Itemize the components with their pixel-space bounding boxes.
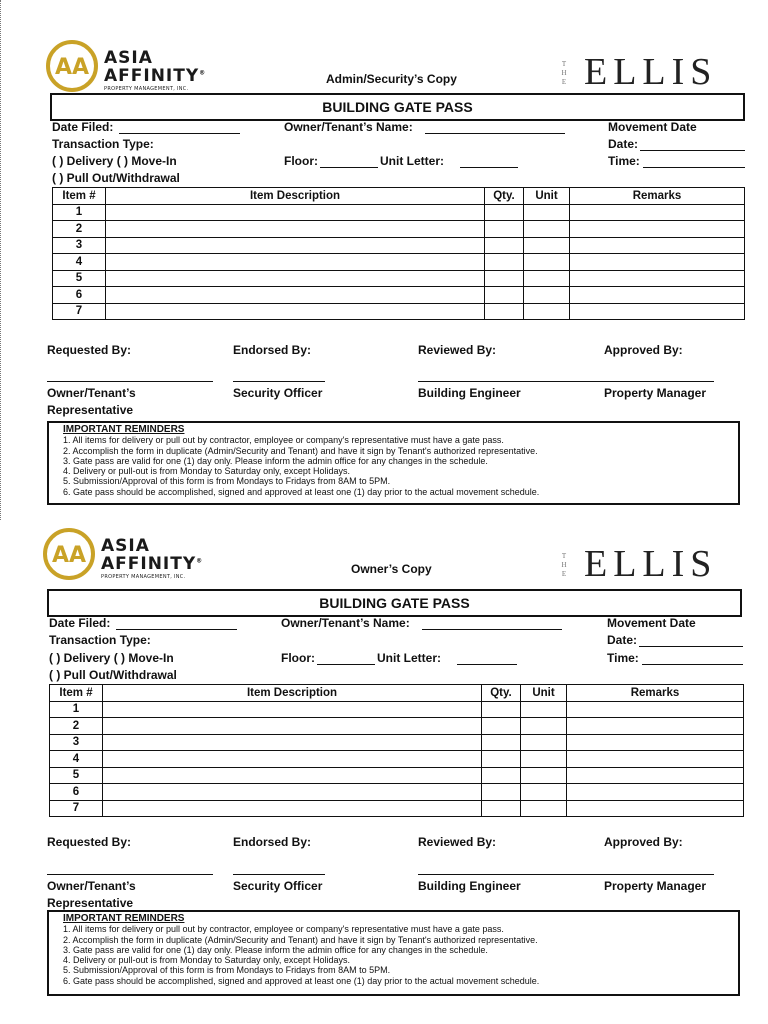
endorsed-by-label: Endorsed By: [233, 343, 312, 357]
row-number: 1 [53, 204, 106, 221]
logo-line-1: ASIA [104, 48, 153, 68]
col-item-description: Item Description [103, 685, 482, 702]
copy-label: Admin/Security’s Copy [326, 72, 457, 86]
remarks-cell[interactable] [567, 701, 744, 718]
unit-cell[interactable] [524, 270, 570, 287]
remarks-cell[interactable] [567, 767, 744, 784]
owner-rep-signature-line[interactable] [47, 874, 213, 875]
engineer-manager-signature-line[interactable] [418, 381, 714, 382]
ellis-logo: ELLIS [584, 51, 718, 93]
engineer-manager-signature-line[interactable] [418, 874, 714, 875]
movement-date-label: Movement Date [607, 616, 696, 630]
ellis-the: T H E [561, 60, 567, 86]
date-filed-field[interactable] [116, 629, 237, 630]
reminder-item: 4. Delivery or pull-out is from Monday to Saturday only, except Holidays. [63, 955, 350, 966]
item-description-cell[interactable] [106, 303, 485, 320]
table-row [53, 287, 745, 304]
remarks-cell[interactable] [570, 270, 745, 287]
reminder-item: 5. Submission/Approval of this form is from Mondays to Fridays from 8AM to 5PM. [63, 965, 391, 976]
qty-cell[interactable] [485, 204, 524, 221]
row-number: 5 [53, 270, 106, 287]
qty-cell[interactable] [482, 751, 521, 768]
qty-cell[interactable] [482, 718, 521, 735]
unit-cell[interactable] [521, 751, 567, 768]
item-description-cell[interactable] [106, 237, 485, 254]
date-filed-label: Date Filed: [52, 120, 114, 134]
item-description-cell[interactable] [106, 254, 485, 271]
unit-cell[interactable] [521, 718, 567, 735]
reminder-item: 5. Submission/Approval of this form is from Mondays to Fridays from 8AM to 5PM. [63, 476, 391, 487]
owner-name-label: Owner/Tenant’s Name: [281, 616, 410, 630]
reminder-item: 6. Gate pass should be accomplished, signed and approved at least one (1) day prior to the actual movement schedule. [63, 486, 540, 497]
floor-label: Floor: [281, 651, 315, 665]
col-remarks: Remarks [567, 685, 744, 702]
item-description-cell[interactable] [103, 800, 482, 817]
security-signature-line[interactable] [233, 381, 325, 382]
logo-sub: PROPERTY MANAGEMENT, INC. [104, 86, 189, 92]
col-unit: Unit [524, 188, 570, 205]
item-description-cell[interactable] [103, 767, 482, 784]
unit-cell[interactable] [524, 254, 570, 271]
reviewed-by-label: Reviewed By: [418, 343, 497, 357]
unit-cell[interactable] [524, 204, 570, 221]
remarks-cell[interactable] [567, 784, 744, 801]
pullout-option[interactable]: ( ) Pull Out/Withdrawal [49, 668, 177, 682]
col-unit: Unit [521, 685, 567, 702]
item-description-cell[interactable] [103, 784, 482, 801]
unit-letter-field[interactable] [457, 664, 517, 665]
row-number: 6 [53, 287, 106, 304]
owner-name-label: Owner/Tenant’s Name: [284, 120, 413, 134]
row-number: 4 [53, 254, 106, 271]
aa-logo-icon [46, 40, 102, 96]
row-number: 1 [50, 701, 103, 718]
form-title: BUILDING GATE PASS [50, 93, 745, 121]
security-officer-label: Security Officer [233, 879, 323, 893]
owner-name-field[interactable] [425, 133, 565, 134]
remarks-cell[interactable] [570, 237, 745, 254]
remarks-cell[interactable] [567, 800, 744, 817]
table-row [50, 718, 744, 735]
unit-cell[interactable] [524, 221, 570, 238]
item-description-cell[interactable] [106, 270, 485, 287]
qty-cell[interactable] [485, 287, 524, 304]
qty-cell[interactable] [485, 303, 524, 320]
cut-line [0, 0, 1, 520]
owner-rep-signature-line[interactable] [47, 381, 213, 382]
floor-field[interactable] [317, 664, 375, 665]
property-manager-label: Property Manager [604, 386, 707, 400]
item-description-cell[interactable] [106, 287, 485, 304]
transaction-type-label: Transaction Type: [52, 137, 154, 151]
row-number: 7 [50, 800, 103, 817]
copy-label: Owner’s Copy [351, 562, 432, 576]
unit-cell[interactable] [521, 800, 567, 817]
row-number: 3 [53, 237, 106, 254]
unit-cell[interactable] [524, 237, 570, 254]
logo-line-1: ASIA [101, 536, 150, 556]
owner-name-field[interactable] [422, 629, 562, 630]
unit-cell[interactable] [521, 734, 567, 751]
transaction-type-label: Transaction Type: [49, 633, 151, 647]
approved-by-label: Approved By: [604, 343, 683, 357]
reminder-item: 3. Gate pass are valid for one (1) day only. Please inform the admin office for any changes in the schedule. [63, 944, 488, 955]
table-row [50, 734, 744, 751]
row-number: 3 [50, 734, 103, 751]
reminders-title: IMPORTANT REMINDERS [63, 913, 185, 924]
unit-cell[interactable] [524, 287, 570, 304]
movement-date-label: Movement Date [608, 120, 697, 134]
col-qty: Qty. [485, 188, 524, 205]
item-description-cell[interactable] [106, 204, 485, 221]
important-reminders-box [47, 910, 740, 996]
requested-by-label: Requested By: [47, 835, 132, 849]
unit-cell[interactable] [524, 303, 570, 320]
requested-by-label: Requested By: [47, 343, 132, 357]
item-description-cell[interactable] [103, 701, 482, 718]
date-label: Date: [607, 633, 638, 647]
logo-line-2: AFFINITY® [104, 66, 207, 86]
security-signature-line[interactable] [233, 874, 325, 875]
reminder-item: 3. Gate pass are valid for one (1) day only. Please inform the admin office for any changes in the schedule. [63, 455, 488, 466]
reminder-item: 1. All items for delivery or pull out by contractor, employee or company's representative must have a gate pass. [63, 924, 504, 935]
item-description-cell[interactable] [106, 221, 485, 238]
items-table [49, 684, 744, 817]
table-row [53, 204, 745, 221]
reminder-item: 6. Gate pass should be accomplished, signed and approved at least one (1) day prior to the actual movement schedule. [63, 975, 540, 986]
remarks-cell[interactable] [570, 254, 745, 271]
logo-line-2: AFFINITY® [101, 554, 204, 574]
floor-field[interactable] [320, 167, 378, 168]
col-item-num: Item # [50, 685, 103, 702]
building-engineer-label: Building Engineer [418, 879, 521, 893]
col-remarks: Remarks [570, 188, 745, 205]
remarks-cell[interactable] [567, 751, 744, 768]
item-description-cell[interactable] [103, 751, 482, 768]
item-description-cell[interactable] [103, 734, 482, 751]
col-item-num: Item # [53, 188, 106, 205]
delivery-movein-option[interactable]: ( ) Delivery ( ) Move-In [52, 154, 177, 168]
row-number: 2 [53, 221, 106, 238]
svg-text:AA: AA [54, 55, 90, 80]
logo-sub: PROPERTY MANAGEMENT, INC. [101, 574, 186, 580]
table-header-row [50, 685, 744, 702]
col-item-description: Item Description [106, 188, 485, 205]
svg-text:AA: AA [51, 543, 87, 568]
date-filed-field[interactable] [119, 133, 240, 134]
qty-cell[interactable] [482, 767, 521, 784]
unit-cell[interactable] [521, 701, 567, 718]
unit-cell[interactable] [521, 784, 567, 801]
table-row [50, 767, 744, 784]
qty-cell[interactable] [482, 800, 521, 817]
security-officer-label: Security Officer [233, 386, 323, 400]
table-row [50, 784, 744, 801]
unit-letter-label: Unit Letter: [377, 651, 441, 665]
qty-cell[interactable] [485, 254, 524, 271]
qty-cell[interactable] [482, 701, 521, 718]
reminders-title: IMPORTANT REMINDERS [63, 424, 185, 435]
time-field[interactable] [643, 167, 745, 168]
date-label: Date: [608, 137, 639, 151]
qty-cell[interactable] [485, 221, 524, 238]
time-label: Time: [608, 154, 640, 168]
remarks-cell[interactable] [570, 287, 745, 304]
delivery-movein-option[interactable]: ( ) Delivery ( ) Move-In [49, 651, 174, 665]
date-field[interactable] [640, 150, 745, 151]
remarks-cell[interactable] [570, 221, 745, 238]
unit-letter-label: Unit Letter: [380, 154, 444, 168]
aa-logo-icon [43, 528, 99, 584]
endorsed-by-label: Endorsed By: [233, 835, 312, 849]
items-table [52, 187, 745, 320]
remarks-cell[interactable] [567, 734, 744, 751]
form-title: BUILDING GATE PASS [47, 589, 742, 617]
table-row [53, 270, 745, 287]
qty-cell[interactable] [485, 270, 524, 287]
owner-rep-line1: Owner/Tenant’s [47, 386, 136, 400]
table-row [50, 701, 744, 718]
time-label: Time: [607, 651, 639, 665]
ellis-logo: ELLIS [584, 543, 718, 585]
reviewed-by-label: Reviewed By: [418, 835, 497, 849]
table-row [53, 237, 745, 254]
reminder-item: 1. All items for delivery or pull out by contractor, employee or company's representative must have a gate pass. [63, 435, 504, 446]
owner-rep-line1: Owner/Tenant’s [47, 879, 136, 893]
owner-rep-line2: Representative [47, 403, 134, 417]
asia-affinity-logo [46, 40, 216, 96]
floor-label: Floor: [284, 154, 318, 168]
important-reminders-box [47, 421, 740, 505]
table-row [53, 221, 745, 238]
table-row [53, 254, 745, 271]
table-row [50, 800, 744, 817]
date-filed-label: Date Filed: [49, 616, 111, 630]
reminder-item: 4. Delivery or pull-out is from Monday to Saturday only, except Holidays. [63, 466, 350, 477]
pullout-option[interactable]: ( ) Pull Out/Withdrawal [52, 171, 180, 185]
qty-cell[interactable] [485, 237, 524, 254]
unit-letter-field[interactable] [460, 167, 518, 168]
date-field[interactable] [639, 646, 743, 647]
item-description-cell[interactable] [103, 718, 482, 735]
col-qty: Qty. [482, 685, 521, 702]
remarks-cell[interactable] [570, 303, 745, 320]
qty-cell[interactable] [482, 734, 521, 751]
row-number: 2 [50, 718, 103, 735]
remarks-cell[interactable] [570, 204, 745, 221]
owner-rep-line2: Representative [47, 896, 134, 910]
table-row [50, 751, 744, 768]
row-number: 6 [50, 784, 103, 801]
reminder-item: 2. Accomplish the form in duplicate (Admin/Security and Tenant) and have it sign by Tenant's authorized representative. [63, 445, 538, 456]
qty-cell[interactable] [482, 784, 521, 801]
property-manager-label: Property Manager [604, 879, 707, 893]
reminder-item: 2. Accomplish the form in duplicate (Admin/Security and Tenant) and have it sign by Tenant's authorized representative. [63, 934, 538, 945]
remarks-cell[interactable] [567, 718, 744, 735]
time-field[interactable] [642, 664, 743, 665]
unit-cell[interactable] [521, 767, 567, 784]
building-engineer-label: Building Engineer [418, 386, 521, 400]
row-number: 5 [50, 767, 103, 784]
approved-by-label: Approved By: [604, 835, 683, 849]
row-number: 7 [53, 303, 106, 320]
asia-affinity-logo [43, 528, 213, 584]
row-number: 4 [50, 751, 103, 768]
ellis-the: T H E [561, 552, 567, 578]
table-header-row [53, 188, 745, 205]
table-row [53, 303, 745, 320]
